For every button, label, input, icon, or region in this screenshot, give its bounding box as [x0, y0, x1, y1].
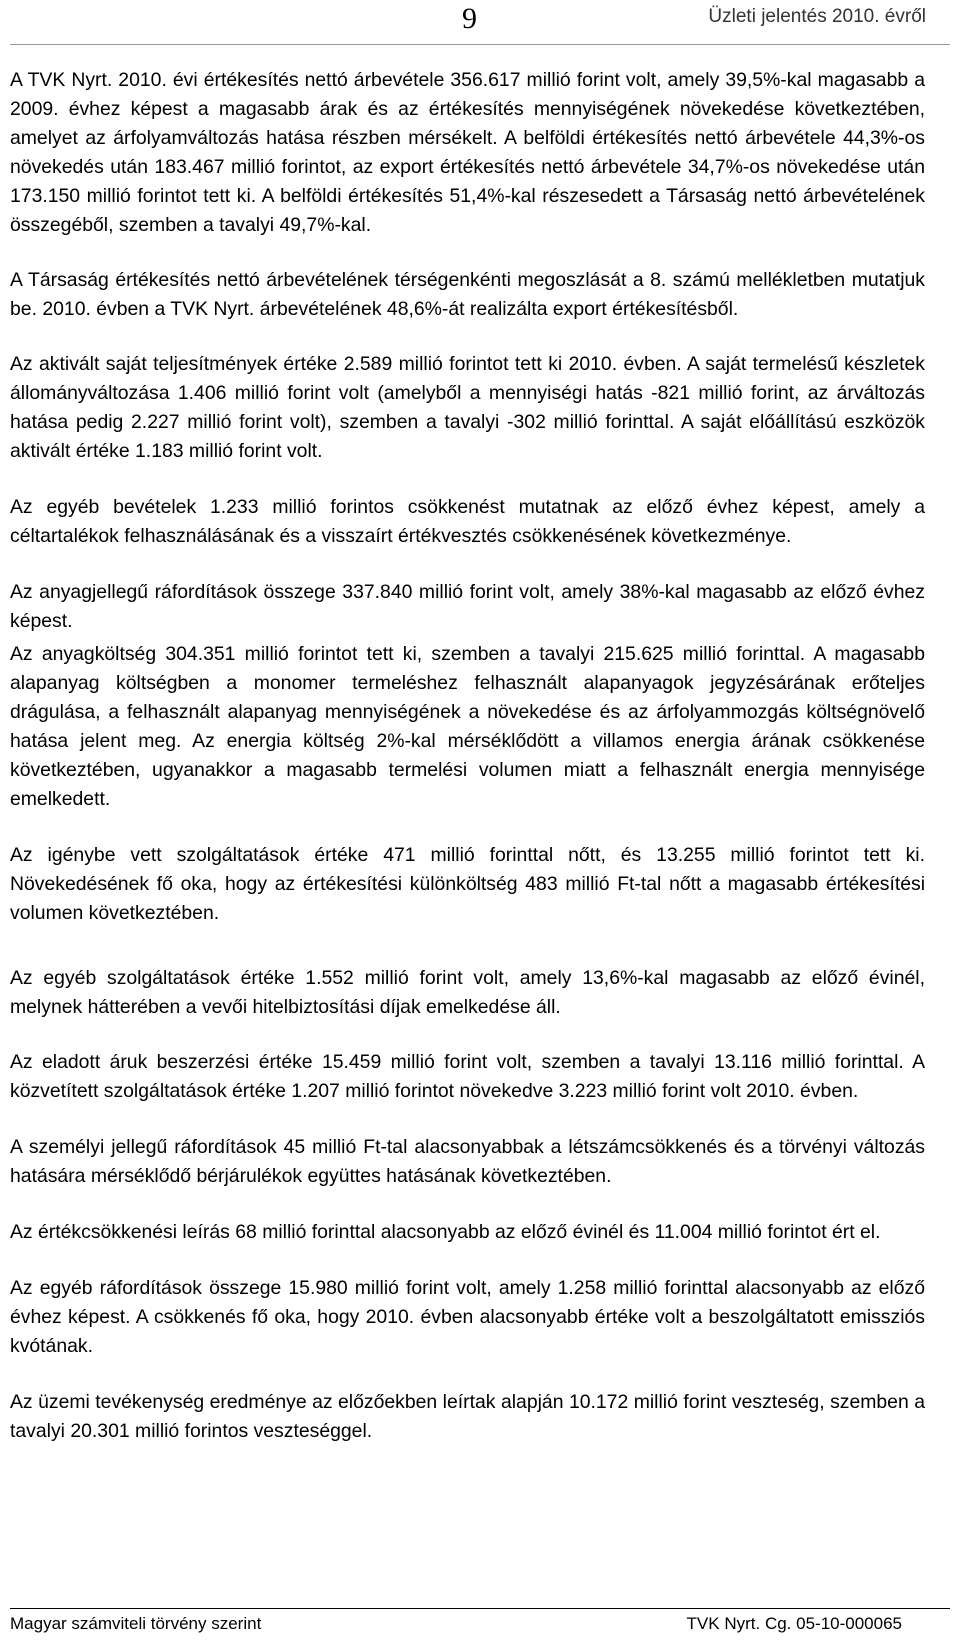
paragraph-other-expenses: Az egyéb ráfordítások összege 15.980 millió forint volt, amely 1.258 millió forinttal alacsonyabb az előző évhez képest. A csökkenés fő oka, hogy 2010. évben alacsonyabb értéke volt a beszolgáltatott emissziós kvótának.: [10, 1277, 925, 1357]
report-body: [10, 66, 925, 1446]
paragraph-operating-result: Az üzemi tevékenység eredménye az előzőekben leírtak alapján 10.172 millió forint veszteség, szemben a tavalyi 20.301 millió forintos veszteséggel.: [10, 1391, 925, 1442]
paragraph-capitalized-performance: Az aktivált saját teljesítmények értéke 2.589 millió forintot tett ki 2010. évben. A saját termelésű készletek állományváltozása 1.406 millió forint volt (amelyből a mennyiségi hatás -821 millió forint, az árváltozás hatása pedig 2.227 millió forint volt), szemben a tavalyi -302 millió forinttal. A saját előállítású eszközök aktivált értéke 1.183 millió forint volt.: [10, 353, 925, 462]
paragraph-goods-purchased: Az eladott áruk beszerzési értéke 15.459 millió forint volt, szemben a tavalyi 13.116 millió forinttal. A közvetített szolgáltatások értéke 1.207 millió forintot növekedve 3.223 millió forint volt 2010. évben.: [10, 1051, 925, 1102]
paragraph-used-services: Az igénybe vett szolgáltatások értéke 471 millió forinttal nőtt, és 13.255 millió forintot tett ki. Növekedésének fő oka, hogy az értékesítési különköltség 483 millió Ft-tal nőtt a magasabb értékesítési volumen következtében.: [10, 844, 925, 924]
header-divider: [10, 44, 950, 45]
footer-divider: [10, 1608, 950, 1609]
paragraph-sales-revenue: A TVK Nyrt. 2010. évi értékesítés nettó árbevétele 356.617 millió forint volt, amely 39,5%-kal magasabb a 2009. évhez képest a magasabb árak és az értékesítés mennyiségének növekedése következtében, amelyet az árfolyamváltozás hatása részben mérsékelt. A belföldi értékesítés nettó árbevétele 44,3%-os növekedés után 183.467 millió forintot, az export értékesítés nettó árbevétele 34,7%-os növekedése után 173.150 millió forintot tett ki. A belföldi értékesítés 51,4%-kal részesedett a Társaság nettó árbevételének összegéből, szemben a tavalyi 49,7%-kal.: [10, 69, 925, 236]
footer-right-text: TVK Nyrt. Cg. 05-10-000065: [686, 1614, 902, 1633]
paragraph-other-services: Az egyéb szolgáltatások értéke 1.552 millió forint volt, amely 13,6%-kal magasabb az előző évinél, melynek hátterében a vevői hitelbiztosítási díjak emelkedése áll.: [10, 967, 925, 1018]
paragraph-material-costs: Az anyagköltség 304.351 millió forintot tett ki, szemben a tavalyi 215.625 millió forinttal. A magasabb alapanyag költségben a monomer termeléshez felhasznált alapanyagok jegyzésárának erőteljes drágulása, a felhasznált alapanyag mennyiségének a növekedése és az árfolyammozgás költségnövelő hatása jelent meg. Az energia költség 2%-kal mérséklődött a villamos energia árának csökkenése következtében, ugyanakkor a magasabb termelési volumen miatt a felhasznált energia mennyisége emelkedett.: [10, 643, 925, 810]
paragraph-other-income: Az egyéb bevételek 1.233 millió forintos csökkenést mutatnak az előző évhez képest, amely a céltartalékok felhasználásának és a visszaírt értékvesztés csökkenésének következménye.: [10, 496, 925, 547]
paragraph-depreciation: Az értékcsökkenési leírás 68 millió forinttal alacsonyabb az előző évinél és 11.004 millió forintot ért el.: [10, 1221, 881, 1243]
page-number: 9: [462, 2, 477, 35]
header-title: Üzleti jelentés 2010. évről: [708, 6, 926, 27]
paragraph-regional-breakdown: A Társaság értékesítés nettó árbevételének térségenkénti megoszlását a 8. számú mellékletben mutatjuk be. 2010. évben a TVK Nyrt. árbevételének 48,6%-át realizálta export értékesítésből.: [10, 269, 925, 320]
footer-left-text: Magyar számviteli törvény szerint: [10, 1614, 262, 1633]
paragraph-material-expenses: Az anyagjellegű ráfordítások összege 337.840 millió forint volt, amely 38%-kal magasabb az előző évhez képest.: [10, 581, 925, 632]
paragraph-personnel-expenses: A személyi jellegű ráfordítások 45 millió Ft-tal alacsonyabbak a létszámcsökkenés és a törvényi változás hatására mérséklődő bérjárulékok együttes hatásának következtében.: [10, 1136, 925, 1187]
